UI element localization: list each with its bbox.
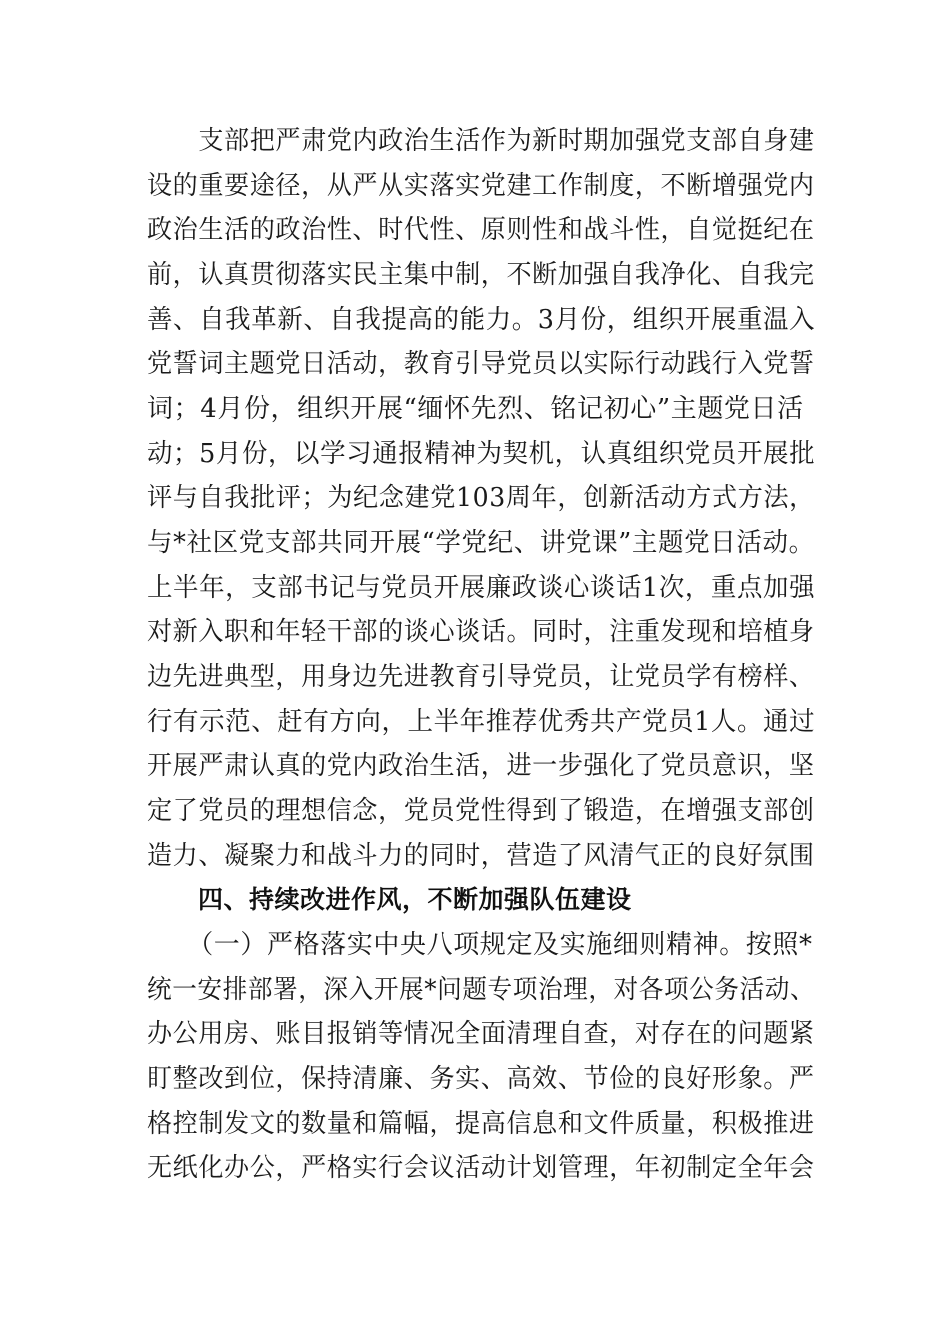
text-line: 评与自我批评；为纪念建党103周年，创新活动方式方法， [147,483,815,513]
text-line: 词；4月份，组织开展“缅怀先烈、铭记初心”主题党日活 [147,394,804,424]
text-line: 无纸化办公，严格实行会议活动计划管理，年初制定全年会 [147,1153,815,1183]
text-line: 边先进典型，用身边先进教育引导党员，让党员学有榜样、 [147,662,815,692]
text-line: 政治生活的政治性、时代性、原则性和战斗性，自觉挺纪在 [147,215,815,245]
text-line: 对新入职和年轻干部的谈心谈话。同时，注重发现和培植身 [147,617,815,647]
text-line: 盯整改到位，保持清廉、务实、高效、节俭的良好形象。严 [147,1064,815,1094]
text-line: 办公用房、账目报销等情况全面清理自查，对存在的问题紧 [147,1019,815,1049]
text-line: 格控制发文的数量和篇幅，提高信息和文件质量，积极推进 [147,1109,815,1139]
text-line: 开展严肃认真的党内政治生活，进一步强化了党员意识，坚 [147,751,815,781]
text-line: 行有示范、赶有方向，上半年推荐优秀共产党员1人。通过 [147,707,816,737]
text-line: 党誓词主题党日活动，教育引导党员以实际行动践行入党誓 [147,349,815,379]
text-line: 前，认真贯彻落实民主集中制，不断加强自我净化、自我完 [147,260,815,290]
section-heading: 四、持续改进作风，不断加强队伍建设 [147,885,632,914]
text-line: 上半年，支部书记与党员开展廉政谈心谈话1次，重点加强 [147,573,816,603]
text-line: 统一安排部署，深入开展*问题专项治理，对各项公务活动、 [147,975,816,1005]
text-line: 善、自我革新、自我提高的能力。3月份，组织开展重温入 [147,305,816,335]
text-line: 与*社区党支部共同开展“学党纪、讲党课”主题党日活动。 [147,528,815,558]
text-line: 动；5月份，以学习通报精神为契机，认真组织党员开展批 [147,439,816,469]
text-line: 支部把严肃党内政治生活作为新时期加强党支部自身建 [147,126,815,156]
text-line: 设的重要途径，从严从实落实党建工作制度，不断增强党内 [147,171,815,201]
text-line: （一）严格落实中央八项规定及实施细则精神。按照* [147,930,813,960]
text-line: 定了党员的理想信念，党员党性得到了锻造，在增强支部创 [147,796,815,826]
text-line: 造力、凝聚力和战斗力的同时，营造了风清气正的良好氛围 [147,841,815,871]
